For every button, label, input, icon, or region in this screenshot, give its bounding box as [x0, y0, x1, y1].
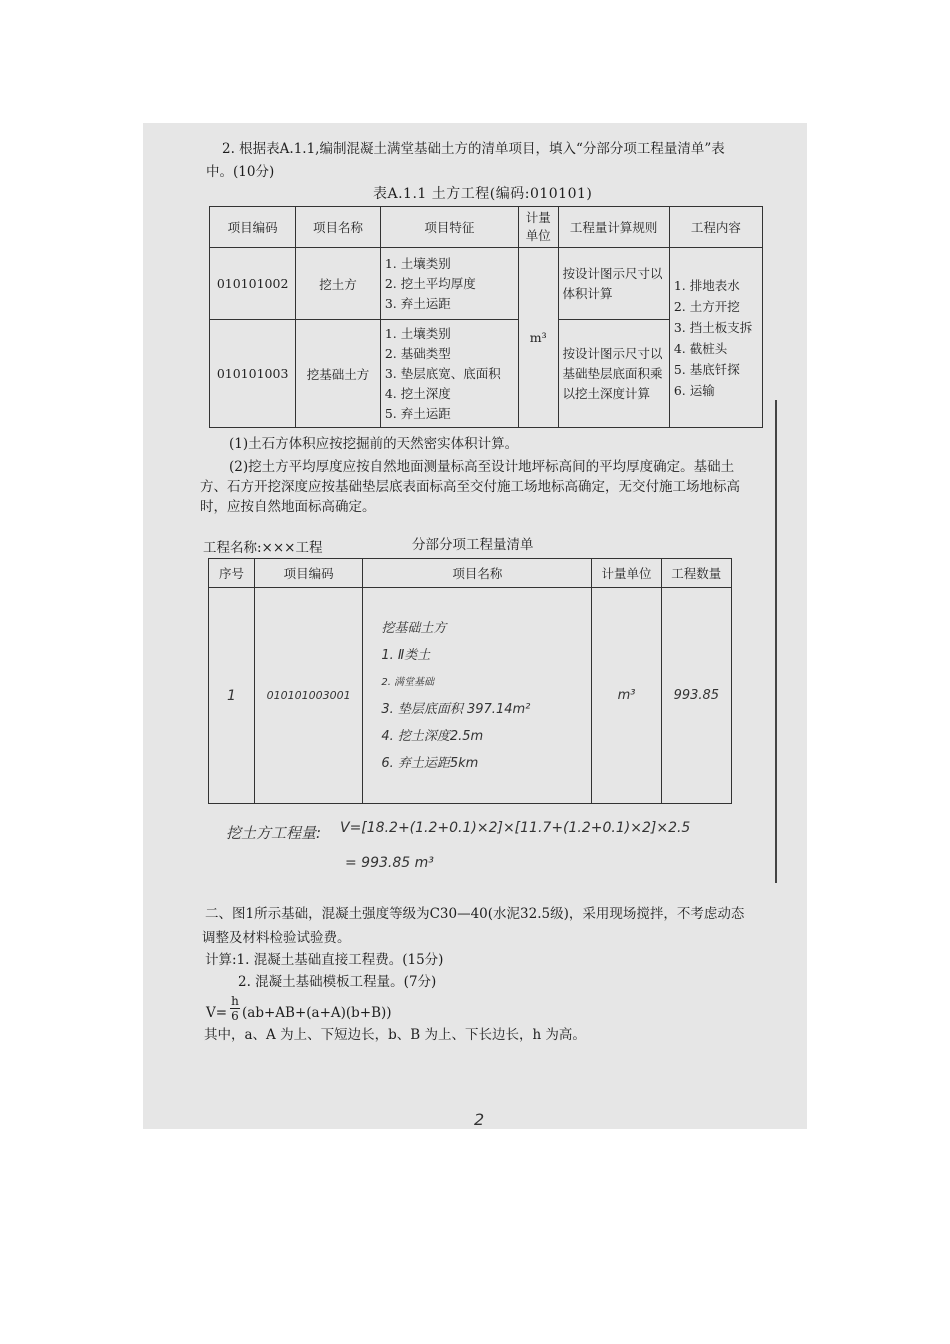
table-a-caption: 表A.1.1 土方工程(编码:010101): [373, 186, 593, 202]
formula-v: V=: [206, 1005, 228, 1021]
header-code: 项目编码: [254, 559, 362, 588]
feature-item: 3. 垫层底宽、底面积: [384, 365, 501, 381]
row-qty: 993.85: [661, 588, 731, 804]
item-line: 挖基础土方: [381, 620, 447, 636]
section2-para1: 二、图1所示基础，混凝土强度等级为C30—40(水泥32.5级)，采用现场搅拌，不考虑动态: [205, 906, 745, 922]
question-2-line2: 中。(10分): [206, 164, 275, 180]
row2-features: [380, 320, 518, 428]
calc-label: 挖土方工程量:: [226, 824, 322, 842]
feature-item: 1. 土壤类别: [384, 325, 451, 341]
section2-calc2: 2. 混凝土基础模板工程量。(7分): [238, 974, 437, 990]
row2-rule: 按设计图示尺寸以基础垫层底面积乘以挖土深度计算: [558, 320, 669, 428]
work-item: 1. 排地表水: [673, 277, 740, 293]
row1-features: [380, 248, 518, 320]
bill-header-row: [209, 559, 732, 588]
row1-code: 010101002: [210, 248, 296, 320]
project-name-label: 工程名称:×××工程: [203, 540, 323, 556]
section2-para2: 调整及材料检验试验费。: [202, 930, 351, 946]
feature-item: 2. 挖土平均厚度: [384, 275, 476, 291]
header-unit: 计量单位: [518, 207, 558, 248]
work-item: 6. 运输: [673, 382, 715, 398]
feature-item: 1. 土壤类别: [384, 255, 451, 271]
margin-line: [775, 400, 777, 883]
section2-calc1: 计算:1. 混凝土基础直接工程费。(15分): [205, 952, 444, 968]
table-row: [209, 588, 732, 804]
feature-item: 5. 弃土运距: [384, 405, 451, 421]
work-content-cell: [669, 248, 762, 428]
header-unit: 计量单位: [592, 559, 661, 588]
header-rule: 工程量计算规则: [558, 207, 669, 248]
calc-result: = 993.85 m³: [345, 855, 434, 871]
header-name: 项目名称: [296, 207, 381, 248]
work-item: 5. 基底钎探: [673, 361, 740, 377]
fraction-numerator: h: [231, 994, 239, 1008]
row-item-name: [363, 588, 592, 804]
note-1: (1)土石方体积应按挖掘前的天然密实体积计算。: [229, 436, 519, 452]
note-2a: (2)挖土方平均厚度应按自然地面测量标高至设计地坪标高间的平均厚度确定。基础土: [229, 459, 735, 475]
item-line: 1. Ⅱ类土: [381, 647, 431, 663]
header-qty: 工程数量: [661, 559, 731, 588]
header-item-name: 项目名称: [363, 559, 592, 588]
calc-formula: V=[18.2+(1.2+0.1)×2]×[11.7+(1.2+0.1)×2]×2.5: [340, 820, 691, 836]
feature-item: 4. 挖土深度: [384, 385, 451, 401]
bill-of-quantities-table: [208, 558, 732, 804]
item-line: 2. 满堂基础: [381, 676, 435, 688]
note-2c: 时，应按自然地面标高确定。: [200, 499, 376, 515]
row-code: 010101003001: [254, 588, 362, 804]
bill-title: 分部分项工程量清单: [412, 537, 534, 553]
table-header-row: [210, 207, 763, 248]
fraction-denominator: 6: [231, 1009, 239, 1023]
formula-explanation: 其中，a、A 为上、下短边长，b、B 为上、下长边长，h 为高。: [204, 1027, 586, 1043]
header-code: 项目编码: [210, 207, 296, 248]
item-line: 6. 弃土运距5km: [381, 755, 479, 771]
row-unit: m³: [592, 588, 661, 804]
row-no: 1: [209, 588, 255, 804]
note-2b: 方、石方开挖深度应按基础垫层底表面标高至交付施工场地标高确定，无交付施工场地标高: [200, 479, 740, 495]
header-features: 项目特征: [380, 207, 518, 248]
item-line: 4. 挖土深度2.5m: [381, 728, 484, 744]
work-item: 4. 截桩头: [673, 340, 728, 356]
header-no: 序号: [209, 559, 255, 588]
feature-item: 3. 弃土运距: [384, 295, 451, 311]
formula-rest: (ab+AB+(a+A)(b+B)): [242, 1005, 392, 1021]
earthwork-spec-table: [209, 206, 763, 428]
formula-fraction: [230, 994, 240, 1023]
row2-name: 挖基础土方: [296, 320, 381, 428]
row2-code: 010101003: [210, 320, 296, 428]
item-line: 3. 垫层底面积 397.14m²: [381, 701, 531, 717]
page-number: 2: [474, 1110, 485, 1129]
row1-rule: 按设计图示尺寸以体积计算: [558, 248, 669, 320]
header-work: 工程内容: [669, 207, 762, 248]
unit-cell: m³: [518, 248, 558, 428]
work-item: 3. 挡土板支拆: [673, 319, 753, 335]
work-item: 2. 土方开挖: [673, 298, 740, 314]
question-2-line1: 2. 根据表A.1.1,编制混凝土满堂基础土方的清单项目，填入“分部分项工程量清单”表: [222, 141, 725, 157]
table-row: [210, 248, 763, 320]
feature-item: 2. 基础类型: [384, 345, 451, 361]
row1-name: 挖土方: [296, 248, 381, 320]
